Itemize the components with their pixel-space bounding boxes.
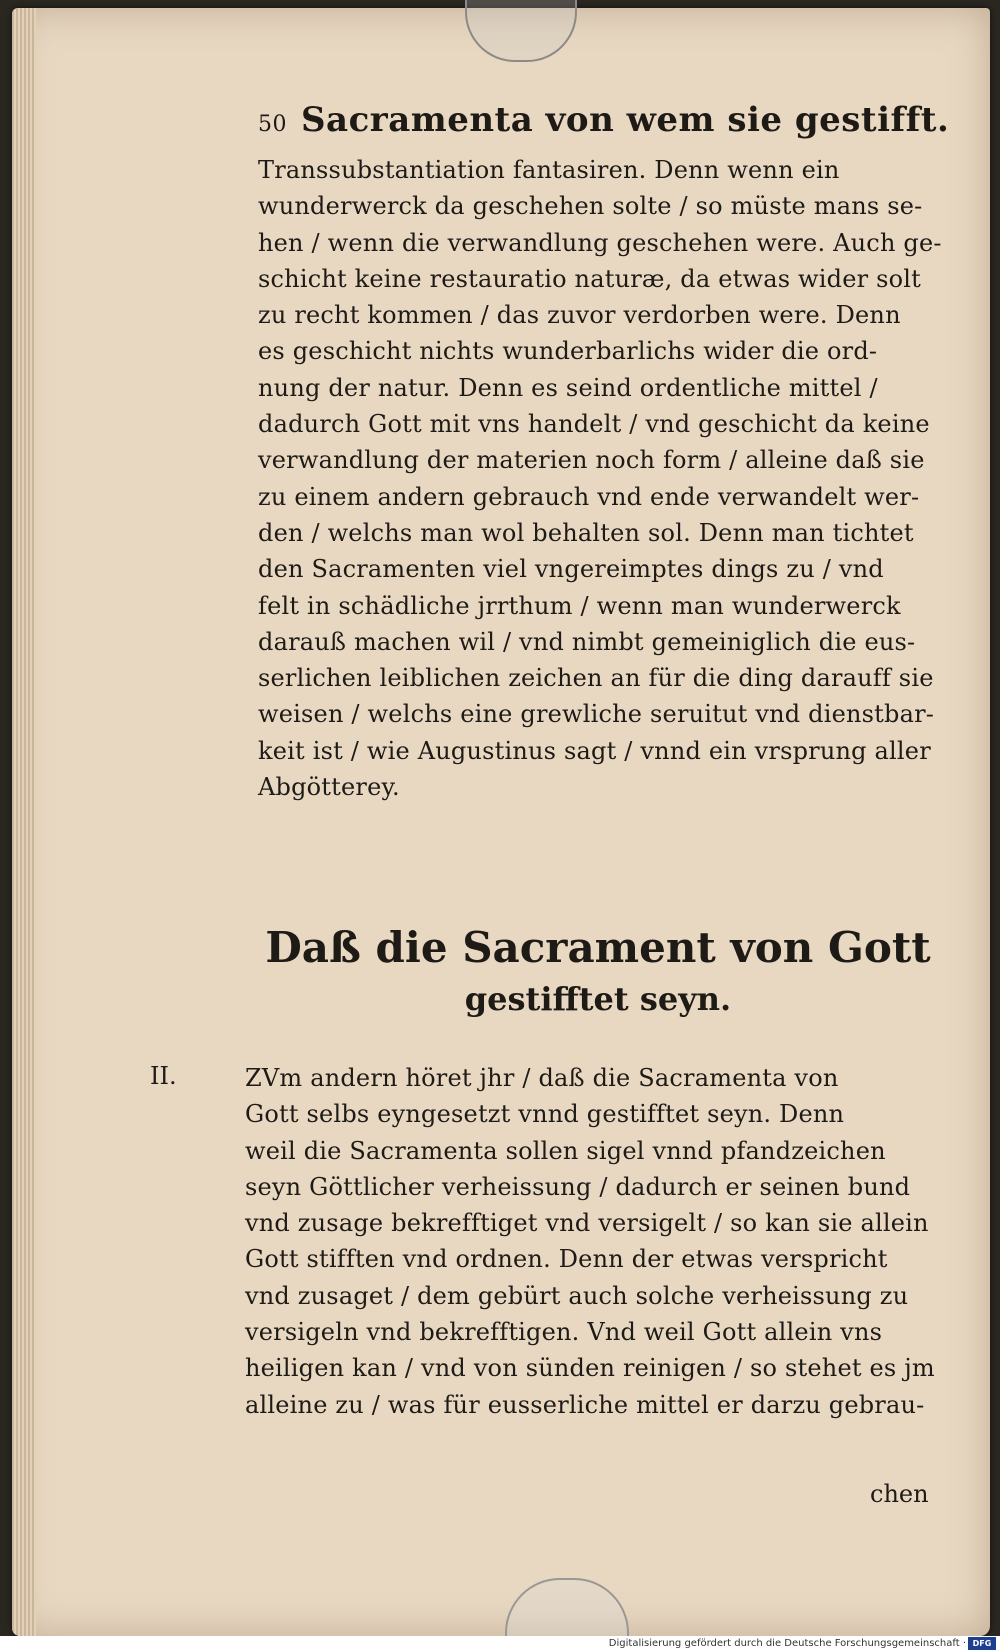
- text-line: wunderwerck da geschehen solte / so müste mans se-: [258, 192, 923, 221]
- text-line: es geschicht nichts wunderbarlichs wider die ord-: [258, 337, 878, 366]
- text-line: dadurch Gott mit vns handelt / vnd geschicht da keine: [258, 410, 930, 439]
- text-line: vnd zusage bekrefftiget vnd versigelt / so kan sie allein: [245, 1209, 929, 1238]
- text-line: seyn Göttlicher verheissung / dadurch er seinen bund: [245, 1172, 911, 1201]
- text-line: den Sacramenten viel vngereimptes dings zu / vnd: [258, 555, 884, 584]
- running-head-title: Sacramenta von wem sie gestifft.: [301, 100, 950, 140]
- text-line: Gott stifften vnd ordnen. Denn der etwas verspricht: [245, 1245, 888, 1274]
- text-line: darauß machen wil / vnd nimbt gemeiniglich die eus-: [258, 627, 916, 656]
- text-line: den / welchs man wol behalten sol. Denn man tichtet: [258, 518, 914, 547]
- page-number: 50: [258, 112, 287, 137]
- text-line: felt in schädliche jrrthum / wenn man wunderwerck: [258, 591, 901, 620]
- text-line: heiligen kan / vnd von sünden reinigen / so stehet es jm: [245, 1354, 935, 1383]
- text-line: Gott selbs eyngesetzt vnnd gestifftet seyn. Denn: [245, 1100, 845, 1129]
- body-paragraph: [258, 152, 958, 805]
- text-line: zu einem andern gebrauch vnd ende verwandelt wer-: [258, 482, 920, 511]
- text-line: alleine zu / was für eusserliche mittel er darzu gebrau-: [245, 1390, 925, 1419]
- section-number: II.: [150, 1062, 177, 1090]
- funding-credit: Digitalisierung gefördert durch die Deutsche Forschungsgemeinschaft ·: [608, 1638, 966, 1649]
- credit-bar: [0, 1636, 1000, 1651]
- page-edges: [12, 8, 36, 1636]
- text-line: Transsubstantiation fantasiren. Denn wenn ein: [258, 156, 840, 184]
- text-line: keit ist / wie Augustinus sagt / vnnd ein vrsprung aller: [258, 736, 931, 765]
- text-line: ZVm andern höret jhr / daß die Sacramenta von: [245, 1064, 839, 1092]
- section-heading-line-2: gestifftet seyn.: [464, 980, 732, 1018]
- text-line: Abgötterey.: [258, 773, 400, 802]
- running-head: [258, 100, 958, 152]
- catchword: chen: [870, 1480, 929, 1508]
- main-text-block: [258, 100, 958, 805]
- text-line: zu recht kommen / das zuvor verdorben were. Denn: [258, 301, 901, 330]
- text-line: vnd zusaget / dem gebürt auch solche verheissung zu: [245, 1281, 909, 1310]
- text-line: serlichen leiblichen zeichen an für die ding darauff sie: [258, 664, 934, 693]
- text-line: weil die Sacramenta sollen sigel vnnd pfandzeichen: [245, 1136, 886, 1165]
- text-line: hen / wenn die verwandlung geschehen were. Auch ge-: [258, 228, 942, 257]
- text-line: versigeln vnd bekrefftigen. Vnd weil Gott allein vns: [245, 1318, 883, 1347]
- text-line: schicht keine restauratio naturæ, da etwas wider solt: [258, 264, 922, 293]
- section-heading-line-1: Daß die Sacrament von Gott: [265, 923, 931, 972]
- text-line: nung der natur. Denn es seind ordentliche mittel /: [258, 373, 878, 402]
- section-paragraph: [245, 1060, 955, 1423]
- section-heading: [258, 920, 938, 1022]
- text-line: weisen / welchs eine grewliche seruitut vnd dienstbar-: [258, 700, 935, 729]
- dfg-logo: DFG: [968, 1637, 996, 1650]
- text-line: verwandlung der materien noch form / alleine daß sie: [258, 446, 925, 475]
